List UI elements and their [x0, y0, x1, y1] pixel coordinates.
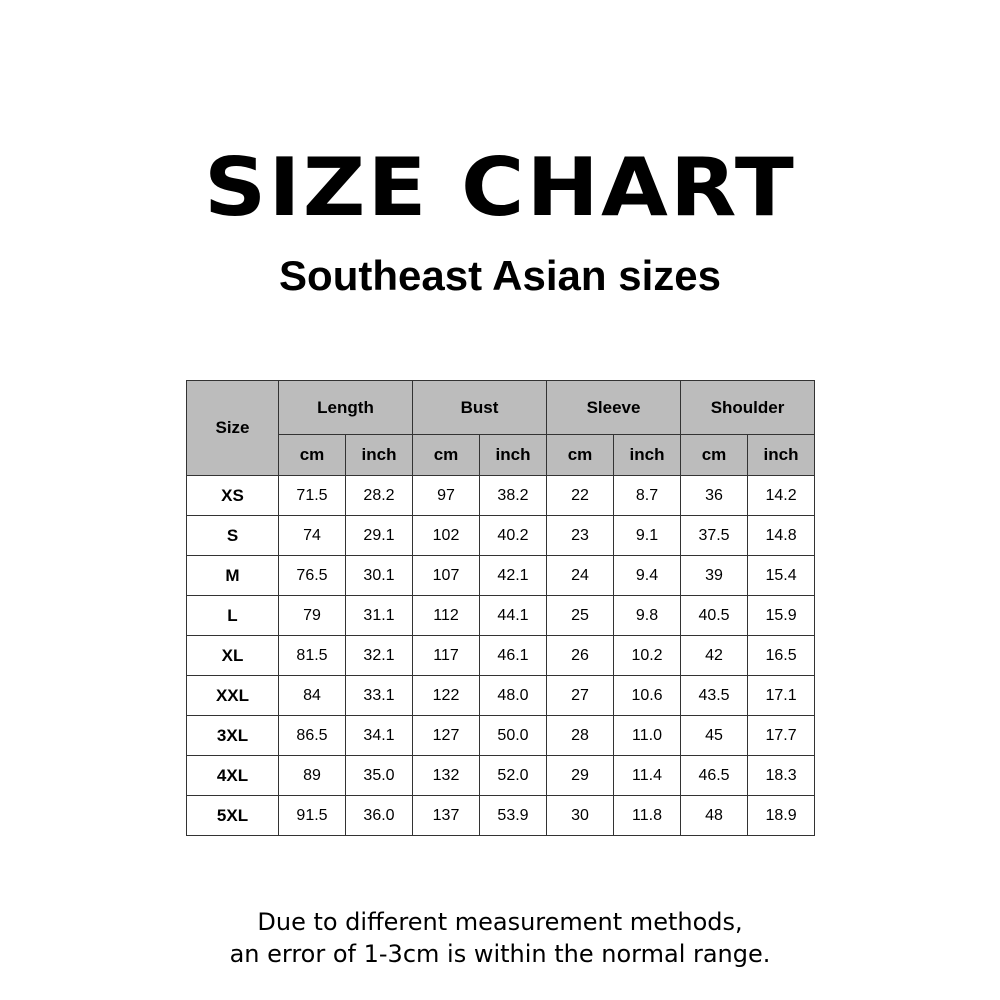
page-subtitle: Southeast Asian sizes: [279, 252, 721, 299]
measurement-cell: 38.2: [480, 476, 547, 516]
measurement-cell: 32.1: [346, 636, 413, 676]
table-row: [187, 476, 815, 516]
table-row: [187, 636, 815, 676]
measurement-cell: 30.1: [346, 556, 413, 596]
table-row: [187, 676, 815, 716]
measurement-cell: 112: [413, 596, 480, 636]
group-header-bust: Bust: [413, 381, 547, 435]
table-body: [187, 476, 815, 836]
unit-header: cm: [547, 435, 614, 476]
unit-header: cm: [413, 435, 480, 476]
measurement-cell: 107: [413, 556, 480, 596]
measurement-cell: 34.1: [346, 716, 413, 756]
measurement-cell: 52.0: [480, 756, 547, 796]
size-label-cell: S: [187, 516, 279, 556]
measurement-cell: 46.5: [681, 756, 748, 796]
measurement-cell: 14.2: [748, 476, 815, 516]
table-header: [187, 381, 815, 476]
measurement-cell: 84: [279, 676, 346, 716]
size-label-cell: XS: [187, 476, 279, 516]
measurement-cell: 132: [413, 756, 480, 796]
measurement-cell: 53.9: [480, 796, 547, 836]
measurement-cell: 9.8: [614, 596, 681, 636]
unit-header: inch: [614, 435, 681, 476]
size-label-cell: XL: [187, 636, 279, 676]
measurement-cell: 81.5: [279, 636, 346, 676]
measurement-cell: 40.2: [480, 516, 547, 556]
measurement-cell: 30: [547, 796, 614, 836]
measurement-cell: 40.5: [681, 596, 748, 636]
measurement-cell: 17.1: [748, 676, 815, 716]
unit-header: cm: [681, 435, 748, 476]
measurement-cell: 18.9: [748, 796, 815, 836]
measurement-cell: 24: [547, 556, 614, 596]
measurement-cell: 122: [413, 676, 480, 716]
note-line-1: Due to different measurement methods,: [257, 908, 743, 936]
measurement-cell: 28: [547, 716, 614, 756]
measurement-cell: 36: [681, 476, 748, 516]
measurement-cell: 46.1: [480, 636, 547, 676]
measurement-cell: 117: [413, 636, 480, 676]
measurement-cell: 35.0: [346, 756, 413, 796]
measurement-cell: 11.8: [614, 796, 681, 836]
header-row-units: [187, 435, 815, 476]
measurement-cell: 29: [547, 756, 614, 796]
group-header-sleeve: Sleeve: [547, 381, 681, 435]
measurement-cell: 33.1: [346, 676, 413, 716]
measurement-cell: 36.0: [346, 796, 413, 836]
size-label-cell: 3XL: [187, 716, 279, 756]
measurement-cell: 8.7: [614, 476, 681, 516]
measurement-cell: 42.1: [480, 556, 547, 596]
measurement-cell: 43.5: [681, 676, 748, 716]
measurement-cell: 97: [413, 476, 480, 516]
table-row: [187, 516, 815, 556]
unit-header: inch: [480, 435, 547, 476]
measurement-cell: 28.2: [346, 476, 413, 516]
table-row: [187, 596, 815, 636]
measurement-cell: 11.0: [614, 716, 681, 756]
measurement-cell: 45: [681, 716, 748, 756]
measurement-cell: 127: [413, 716, 480, 756]
measurement-cell: 48.0: [480, 676, 547, 716]
measurement-cell: 37.5: [681, 516, 748, 556]
measurement-cell: 23: [547, 516, 614, 556]
measurement-cell: 11.4: [614, 756, 681, 796]
measurement-cell: 10.6: [614, 676, 681, 716]
measurement-cell: 137: [413, 796, 480, 836]
measurement-cell: 48: [681, 796, 748, 836]
group-header-shoulder: Shoulder: [681, 381, 815, 435]
unit-header: inch: [346, 435, 413, 476]
measurement-cell: 50.0: [480, 716, 547, 756]
measurement-note: [0, 906, 1000, 970]
table-row: [187, 716, 815, 756]
measurement-cell: 18.3: [748, 756, 815, 796]
table-row: [187, 556, 815, 596]
measurement-cell: 15.9: [748, 596, 815, 636]
measurement-cell: 102: [413, 516, 480, 556]
unit-header: inch: [748, 435, 815, 476]
measurement-cell: 25: [547, 596, 614, 636]
table-row: [187, 756, 815, 796]
measurement-cell: 74: [279, 516, 346, 556]
measurement-cell: 91.5: [279, 796, 346, 836]
table-row: [187, 796, 815, 836]
measurement-cell: 14.8: [748, 516, 815, 556]
measurement-cell: 29.1: [346, 516, 413, 556]
size-table: [186, 380, 815, 836]
measurement-cell: 86.5: [279, 716, 346, 756]
size-label-cell: 4XL: [187, 756, 279, 796]
note-line-2: an error of 1-3cm is within the normal range.: [229, 940, 771, 968]
size-label-cell: XXL: [187, 676, 279, 716]
measurement-cell: 9.4: [614, 556, 681, 596]
size-label-cell: L: [187, 596, 279, 636]
measurement-cell: 71.5: [279, 476, 346, 516]
measurement-cell: 27: [547, 676, 614, 716]
measurement-cell: 44.1: [480, 596, 547, 636]
measurement-cell: 17.7: [748, 716, 815, 756]
header-row-groups: [187, 381, 815, 435]
measurement-cell: 15.4: [748, 556, 815, 596]
group-header-length: Length: [279, 381, 413, 435]
measurement-cell: 79: [279, 596, 346, 636]
measurement-cell: 10.2: [614, 636, 681, 676]
size-label-cell: 5XL: [187, 796, 279, 836]
measurement-cell: 39: [681, 556, 748, 596]
measurement-cell: 89: [279, 756, 346, 796]
measurement-cell: 9.1: [614, 516, 681, 556]
size-label-cell: M: [187, 556, 279, 596]
unit-header: cm: [279, 435, 346, 476]
measurement-cell: 31.1: [346, 596, 413, 636]
measurement-cell: 76.5: [279, 556, 346, 596]
page-title: SIZE CHART: [204, 141, 796, 234]
measurement-cell: 42: [681, 636, 748, 676]
measurement-cell: 26: [547, 636, 614, 676]
size-column-header: Size: [187, 381, 279, 476]
measurement-cell: 16.5: [748, 636, 815, 676]
measurement-cell: 22: [547, 476, 614, 516]
